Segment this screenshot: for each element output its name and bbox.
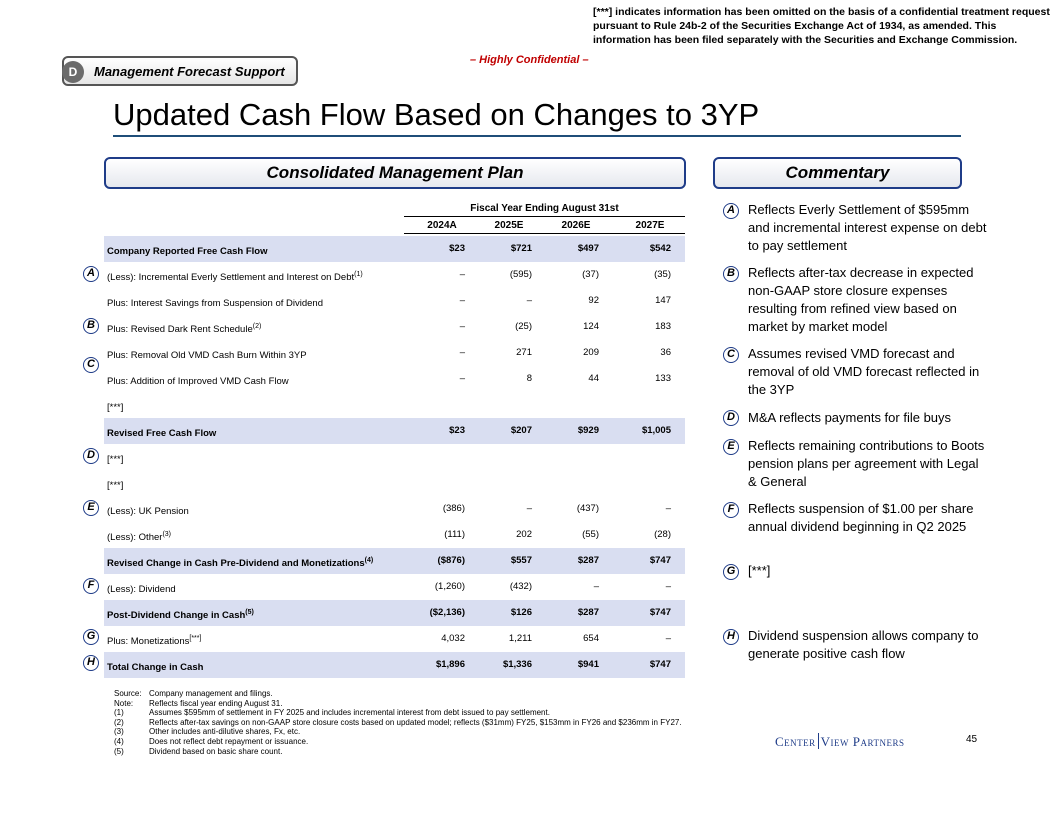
table-row (104, 470, 685, 496)
cell-value: 36 (660, 347, 671, 358)
cell-value: 8 (526, 373, 532, 384)
footnote-key: (1) (114, 708, 124, 718)
row-label: [***] (107, 454, 124, 466)
cell-value: 202 (516, 529, 532, 540)
table-row (104, 496, 685, 522)
cell-value: $287 (577, 555, 599, 566)
cell-value: – (459, 347, 465, 358)
row-label: (Less): Incremental Everly Settlement and Interest on Debt$^{(1)}$ (107, 271, 363, 284)
comment-f: Reflects suspension of $1.00 per share annual dividend beginning in Q2 2025 (748, 501, 974, 534)
table-row (104, 366, 685, 392)
cell-value: – (459, 373, 465, 384)
comment-marker-c: C (723, 347, 739, 363)
table-row (104, 340, 685, 366)
marker-g: G (83, 629, 99, 645)
cell-value: 183 (655, 321, 671, 332)
cell-value: $23 (449, 425, 465, 436)
footnote (114, 708, 682, 718)
comment-c: Assumes revised VMD forecast and removal of old VMD forecast reflected in the 3YP (748, 346, 980, 397)
table-row (104, 600, 685, 626)
cell-value: $721 (510, 243, 532, 254)
row-label: Total Change in Cash (107, 662, 204, 674)
cell-value: $747 (649, 607, 671, 618)
marker-c: C (83, 357, 99, 373)
cell-value: 4,032 (441, 633, 465, 644)
footnote (114, 747, 682, 757)
cell-value: $497 (577, 243, 599, 254)
column-header-rule (404, 233, 685, 234)
marker-b: B (83, 318, 99, 334)
footnote-key: (5) (114, 746, 124, 756)
cell-value: 209 (583, 347, 599, 358)
table-row (104, 314, 685, 340)
table-row (104, 444, 685, 470)
table-row (104, 418, 685, 444)
cell-value: $747 (649, 659, 671, 670)
table-row (104, 236, 685, 262)
row-label: (Less): Other$^{(3)}$ (107, 531, 171, 544)
footnote-text: Does not reflect debt repayment or issuance. (149, 736, 309, 746)
comment-marker-b: B (723, 266, 739, 282)
footnote (114, 699, 682, 709)
table-row (104, 522, 685, 548)
footnote (114, 727, 682, 737)
comment-a: Reflects Everly Settlement of $595mm and incremental interest expense on debt to pay settlement (748, 202, 987, 253)
footnote-text: Company management and filings. (149, 689, 273, 698)
row-label: Plus: Monetizations[***] (107, 635, 202, 648)
page-title: Updated Cash Flow Based on Changes to 3YP (113, 97, 760, 132)
comment-marker-g: G (723, 564, 739, 580)
cell-value: 92 (588, 295, 599, 306)
cell-value: – (526, 503, 532, 514)
column-header: 2027E (635, 220, 665, 231)
cell-value: (111) (444, 529, 465, 540)
marker-a: A (83, 266, 99, 282)
section-badge (62, 56, 298, 86)
cell-value: $747 (649, 555, 671, 566)
footnote (114, 689, 682, 699)
comment-marker-a: A (723, 203, 739, 219)
row-footnote-ref: (1) (354, 271, 363, 278)
table-row (104, 652, 685, 678)
cell-value: – (459, 321, 465, 332)
row-label: [***] (107, 480, 124, 492)
row-label: Post-Dividend Change in Cash$^{(5)}$ (107, 609, 254, 622)
cell-value: $929 (577, 425, 599, 436)
comment-e: Reflects remaining contributions to Boots pension plans per agreement with Legal & General (748, 438, 985, 489)
footnote (114, 718, 682, 728)
footnote-key: (4) (114, 736, 124, 746)
cell-value: $1,005 (641, 425, 671, 436)
row-label: Plus: Interest Savings from Suspension of Dividend (107, 298, 323, 310)
section-letter: D (62, 61, 84, 83)
table-row (104, 626, 685, 652)
cell-value: 147 (655, 295, 671, 306)
row-footnote-ref: (4) (364, 557, 374, 564)
cell-value: (595) (509, 269, 532, 280)
page-number: 45 (966, 734, 978, 745)
cell-value: 124 (583, 321, 599, 332)
row-footnote-ref: [***] (189, 635, 202, 642)
fiscal-year-label: Fiscal Year Ending August 31st (470, 203, 619, 214)
row-label: (Less): Dividend (107, 584, 176, 596)
cell-value: $126 (510, 607, 532, 618)
comment-marker-e: E (723, 439, 739, 455)
column-header: 2025E (494, 220, 524, 231)
cell-value: $1,336 (502, 659, 532, 670)
table-row (104, 548, 685, 574)
table-row (104, 262, 685, 288)
cell-value: (37) (582, 269, 599, 280)
cell-value: 271 (516, 347, 532, 358)
comment-b: Reflects after-tax decrease in expected non-GAAP store closure expenses resulting from refined view based on market by market model (748, 265, 974, 334)
comment-d: M&A reflects payments for file buys (748, 410, 952, 425)
column-header: 2026E (561, 220, 591, 231)
cell-value: – (459, 269, 465, 280)
cell-value: 654 (583, 633, 599, 644)
row-label: Plus: Removal Old VMD Cash Burn Within 3YP (107, 350, 307, 362)
row-label: Revised Change in Cash Pre-Dividend and Monetizations$^{(4)}$ (107, 557, 374, 570)
cell-value: $557 (510, 555, 532, 566)
table-row (104, 574, 685, 600)
cell-value: $1,896 (435, 659, 465, 670)
footnote-key: (3) (114, 727, 124, 737)
footnote-text: Assumes $595mm of settlement in FY 2025 and includes incremental interest from debt issued to pay settlement. (149, 708, 550, 718)
fiscal-year-rule (404, 216, 685, 217)
cell-value: $207 (510, 425, 532, 436)
comment-marker-f: F (723, 502, 739, 518)
row-label: Revised Free Cash Flow (107, 428, 217, 440)
cell-value: 44 (588, 373, 599, 384)
confidential-note: [***] indicates information has been omitted on the basis of a confidential treatment request pursuant to Rule 24b-2 of the Securities Exchange Act of 1934, as amended. This information has been filed separately with the Securities and Exchange Commission. (593, 6, 1050, 46)
cell-value: (28) (654, 529, 671, 540)
cell-value: (35) (654, 269, 671, 280)
cell-value: $542 (649, 243, 671, 254)
cell-value: – (459, 295, 465, 306)
table-row (104, 288, 685, 314)
cell-value: 1,211 (508, 633, 532, 644)
cell-value: (437) (576, 503, 599, 514)
comment-h: Dividend suspension allows company to generate positive cash flow (748, 628, 979, 661)
cell-value: $941 (577, 659, 599, 670)
cell-value: (25) (515, 321, 532, 332)
cell-value: (1,260) (434, 581, 465, 592)
marker-f: F (83, 578, 99, 594)
row-label: Company Reported Free Cash Flow (107, 246, 268, 258)
comment-g: [***] (748, 563, 771, 578)
cell-value: – (526, 295, 532, 306)
comment-marker-h: H (723, 629, 739, 645)
comment-marker-d: D (723, 410, 739, 426)
cell-value: (55) (582, 529, 599, 540)
row-footnote-ref: (5) (245, 609, 254, 616)
cell-value: – (593, 581, 599, 592)
cell-value: $287 (577, 607, 599, 618)
footnote-text: Other includes anti-dilutive shares, Fx, etc. (149, 727, 301, 737)
plan-header: Consolidated Management Plan (104, 157, 686, 189)
footnote (114, 737, 682, 747)
company-logo (775, 733, 905, 750)
cell-value: – (665, 503, 671, 514)
logo-left: Center (775, 734, 816, 749)
cell-value: ($2,136) (429, 607, 465, 618)
marker-h: H (83, 655, 99, 671)
section-label: Management Forecast Support (94, 64, 285, 79)
highly-confidential-label: – Highly Confidential – (470, 54, 589, 66)
marker-e: E (83, 500, 99, 516)
cell-value: (386) (442, 503, 465, 514)
cell-value: (432) (509, 581, 532, 592)
logo-right: View Partners (820, 734, 905, 749)
commentary-header: Commentary (713, 157, 962, 189)
cell-value: 133 (655, 373, 671, 384)
footnotes (114, 689, 682, 756)
row-footnote-ref: (2) (252, 323, 262, 330)
title-divider (113, 135, 961, 137)
footnote-text: Dividend based on basic share count. (149, 746, 283, 756)
table-row (104, 392, 685, 418)
row-footnote-ref: (3) (162, 531, 171, 538)
cell-value: – (665, 633, 671, 644)
footnote-key: Source: (114, 689, 142, 698)
cell-value: ($876) (437, 555, 465, 566)
marker-d: D (83, 448, 99, 464)
cell-value: $23 (449, 243, 465, 254)
footnote-text: Reflects after-tax savings on non-GAAP store closure costs based on updated model; reflects ($31mm) FY25, $153mm in FY26 and $236mm in FY27. (149, 717, 682, 727)
footnote-key: Note: (114, 698, 134, 708)
footnote-key: (2) (114, 717, 124, 727)
row-label: (Less): UK Pension (107, 506, 189, 518)
row-label: Plus: Revised Dark Rent Schedule$^{(2)}$ (107, 323, 262, 336)
row-label: Plus: Addition of Improved VMD Cash Flow (107, 376, 289, 388)
column-header: 2024A (427, 220, 457, 231)
row-label: [***] (107, 402, 124, 414)
footnote-text: Reflects fiscal year ending August 31. (149, 698, 283, 708)
cell-value: – (665, 581, 671, 592)
